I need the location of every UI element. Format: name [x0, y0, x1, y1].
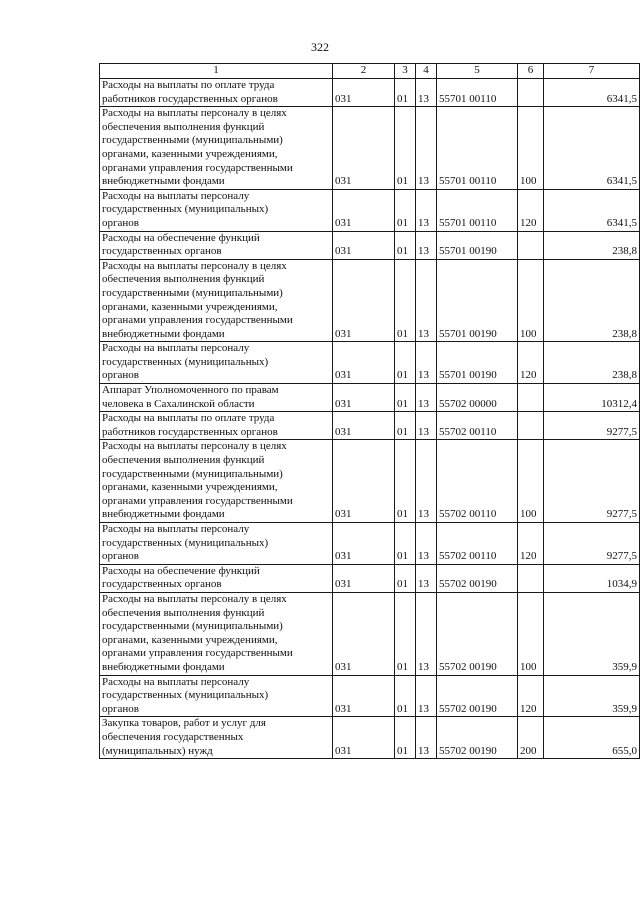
subsection-cell: 13	[416, 189, 437, 231]
name-line: органами, казенными учреждениями,	[102, 300, 278, 313]
target-cell: 55702 00110	[437, 523, 518, 565]
section-cell: 01	[395, 675, 416, 717]
name-line: органов	[102, 369, 139, 382]
col-header-section: 3	[395, 64, 416, 79]
name-line: обеспечения государственных	[102, 730, 244, 743]
name-line: обеспечения выполнения функций	[102, 273, 265, 286]
section-cell: 01	[395, 79, 416, 107]
amount-cell: 9277,5	[544, 412, 640, 440]
table-row	[100, 412, 640, 440]
name-line: Расходы на выплаты персоналу	[102, 189, 250, 202]
name-line: Расходы на выплаты персоналу	[102, 342, 250, 355]
col-header-name: 1	[100, 64, 333, 79]
name-line: Аппарат Уполномоченного по правам	[102, 384, 279, 397]
code-cell: 031	[333, 440, 395, 523]
target-cell: 55701 00190	[437, 342, 518, 384]
section-cell: 01	[395, 564, 416, 592]
col-header-amount: 7	[544, 64, 640, 79]
name-line: органами, казенными учреждениями,	[102, 633, 278, 646]
code-cell: 031	[333, 717, 395, 759]
name-cell	[100, 592, 333, 675]
name-cell	[100, 342, 333, 384]
target-cell: 55701 00110	[437, 189, 518, 231]
col-header-subsection: 4	[416, 64, 437, 79]
section-cell: 01	[395, 592, 416, 675]
type-cell	[518, 564, 544, 592]
type-cell	[518, 79, 544, 107]
table-row	[100, 523, 640, 565]
name-line: органами, казенными учреждениями,	[102, 481, 278, 494]
section-cell: 01	[395, 107, 416, 190]
subsection-cell: 13	[416, 717, 437, 759]
subsection-cell: 13	[416, 342, 437, 384]
col-header-type: 6	[518, 64, 544, 79]
name-cell	[100, 717, 333, 759]
subsection-cell: 13	[416, 384, 437, 412]
code-cell: 031	[333, 189, 395, 231]
type-cell: 100	[518, 592, 544, 675]
name-line: органами, казенными учреждениями,	[102, 147, 278, 160]
subsection-cell: 13	[416, 564, 437, 592]
type-cell: 200	[518, 717, 544, 759]
type-cell: 100	[518, 440, 544, 523]
table-row	[100, 79, 640, 107]
amount-cell: 238,8	[544, 259, 640, 342]
name-line: Расходы на выплаты персоналу в целях	[102, 259, 287, 272]
table-row	[100, 384, 640, 412]
table-body	[100, 79, 640, 759]
name-line: Расходы на выплаты персоналу в целях	[102, 592, 287, 605]
name-line: Расходы на выплаты персоналу	[102, 675, 250, 688]
budget-table	[99, 63, 640, 759]
name-line: органов	[102, 702, 139, 715]
code-cell: 031	[333, 107, 395, 190]
name-line: государственных органов	[102, 245, 222, 258]
subsection-cell: 13	[416, 412, 437, 440]
code-cell: 031	[333, 231, 395, 259]
amount-cell: 359,9	[544, 592, 640, 675]
subsection-cell: 13	[416, 675, 437, 717]
subsection-cell: 13	[416, 523, 437, 565]
col-header-target: 5	[437, 64, 518, 79]
subsection-cell: 13	[416, 440, 437, 523]
type-cell: 120	[518, 342, 544, 384]
type-cell	[518, 412, 544, 440]
target-cell: 55702 00190	[437, 675, 518, 717]
name-cell	[100, 259, 333, 342]
table-row	[100, 259, 640, 342]
name-line: органами управления государственными	[102, 494, 293, 507]
amount-cell: 238,8	[544, 342, 640, 384]
section-cell: 01	[395, 189, 416, 231]
subsection-cell: 13	[416, 592, 437, 675]
code-cell: 031	[333, 342, 395, 384]
name-line: органов	[102, 216, 139, 229]
table-row	[100, 231, 640, 259]
amount-cell: 9277,5	[544, 523, 640, 565]
code-cell: 031	[333, 675, 395, 717]
header-row	[100, 64, 640, 79]
amount-cell: 6341,5	[544, 189, 640, 231]
name-line: Расходы на выплаты персоналу в целях	[102, 107, 287, 120]
name-line: государственными (муниципальными)	[102, 620, 283, 633]
table-row	[100, 592, 640, 675]
name-line: государственными (муниципальными)	[102, 286, 283, 299]
amount-cell: 655,0	[544, 717, 640, 759]
name-cell	[100, 189, 333, 231]
name-line: Расходы на выплаты персоналу	[102, 523, 250, 535]
table-row	[100, 564, 640, 592]
name-line: государственных (муниципальных)	[102, 355, 269, 368]
amount-cell: 10312,4	[544, 384, 640, 412]
table-row	[100, 675, 640, 717]
name-line: органами управления государственными	[102, 161, 293, 174]
name-line: обеспечения выполнения функций	[102, 120, 265, 133]
name-line: (муниципальных) нужд	[102, 744, 213, 757]
type-cell: 120	[518, 189, 544, 231]
code-cell: 031	[333, 412, 395, 440]
type-cell	[518, 384, 544, 412]
code-cell: 031	[333, 259, 395, 342]
target-cell: 55701 00190	[437, 259, 518, 342]
name-cell	[100, 107, 333, 190]
subsection-cell: 13	[416, 107, 437, 190]
name-line: внебюджетными фондами	[102, 327, 225, 340]
name-line: Расходы на выплаты по оплате труда	[102, 79, 275, 91]
section-cell: 01	[395, 523, 416, 565]
name-line: внебюджетными фондами	[102, 175, 225, 188]
name-line: государственных (муниципальных)	[102, 536, 269, 549]
code-cell: 031	[333, 592, 395, 675]
name-line: государственных (муниципальных)	[102, 203, 269, 216]
type-cell: 100	[518, 259, 544, 342]
type-cell: 100	[518, 107, 544, 190]
type-cell	[518, 231, 544, 259]
subsection-cell: 13	[416, 79, 437, 107]
subsection-cell: 13	[416, 259, 437, 342]
type-cell: 120	[518, 675, 544, 717]
section-cell: 01	[395, 342, 416, 384]
name-line: органов	[102, 550, 139, 563]
amount-cell: 9277,5	[544, 440, 640, 523]
name-line: Расходы на обеспечение функций	[102, 564, 260, 577]
name-cell	[100, 231, 333, 259]
name-line: государственных органов	[102, 578, 222, 591]
code-cell: 031	[333, 564, 395, 592]
name-cell	[100, 440, 333, 523]
table-row	[100, 342, 640, 384]
name-line: внебюджетными фондами	[102, 508, 225, 521]
name-cell	[100, 564, 333, 592]
section-cell: 01	[395, 231, 416, 259]
target-cell: 55702 00190	[437, 592, 518, 675]
type-cell: 120	[518, 523, 544, 565]
name-line: внебюджетными фондами	[102, 660, 225, 673]
section-cell: 01	[395, 412, 416, 440]
code-cell: 031	[333, 79, 395, 107]
col-header-code: 2	[333, 64, 395, 79]
table-row	[100, 189, 640, 231]
amount-cell: 6341,5	[544, 107, 640, 190]
name-line: обеспечения выполнения функций	[102, 454, 265, 467]
target-cell: 55702 00000	[437, 384, 518, 412]
name-line: обеспечения выполнения функций	[102, 606, 265, 619]
target-cell: 55701 00190	[437, 231, 518, 259]
amount-cell: 238,8	[544, 231, 640, 259]
amount-cell: 1034,9	[544, 564, 640, 592]
amount-cell: 6341,5	[544, 79, 640, 107]
target-cell: 55702 00110	[437, 440, 518, 523]
name-line: Расходы на обеспечение функций	[102, 231, 260, 244]
target-cell: 55702 00190	[437, 717, 518, 759]
name-line: государственными (муниципальными)	[102, 467, 283, 480]
target-cell: 55701 00110	[437, 79, 518, 107]
code-cell: 031	[333, 384, 395, 412]
name-line: государственных (муниципальных)	[102, 689, 269, 702]
name-line: человека в Сахалинской области	[102, 397, 255, 410]
name-line: органами управления государственными	[102, 647, 293, 660]
name-cell	[100, 523, 333, 565]
code-cell: 031	[333, 523, 395, 565]
name-line: работников государственных органов	[102, 425, 278, 438]
name-cell	[100, 412, 333, 440]
section-cell: 01	[395, 717, 416, 759]
name-cell	[100, 79, 333, 107]
subsection-cell: 13	[416, 231, 437, 259]
target-cell: 55701 00110	[437, 107, 518, 190]
name-line: органами управления государственными	[102, 314, 293, 327]
section-cell: 01	[395, 440, 416, 523]
page-number: 322	[311, 40, 329, 54]
name-cell	[100, 384, 333, 412]
target-cell: 55702 00190	[437, 564, 518, 592]
table-row	[100, 107, 640, 190]
target-cell: 55702 00110	[437, 412, 518, 440]
table-row	[100, 717, 640, 759]
section-cell: 01	[395, 384, 416, 412]
name-line: Закупка товаров, работ и услуг для	[102, 717, 266, 730]
name-line: работников государственных органов	[102, 92, 278, 105]
name-line: Расходы на выплаты по оплате труда	[102, 412, 275, 425]
table-row	[100, 440, 640, 523]
name-cell	[100, 675, 333, 717]
section-cell: 01	[395, 259, 416, 342]
amount-cell: 359,9	[544, 675, 640, 717]
name-line: государственными (муниципальными)	[102, 134, 283, 147]
name-line: Расходы на выплаты персоналу в целях	[102, 440, 287, 453]
